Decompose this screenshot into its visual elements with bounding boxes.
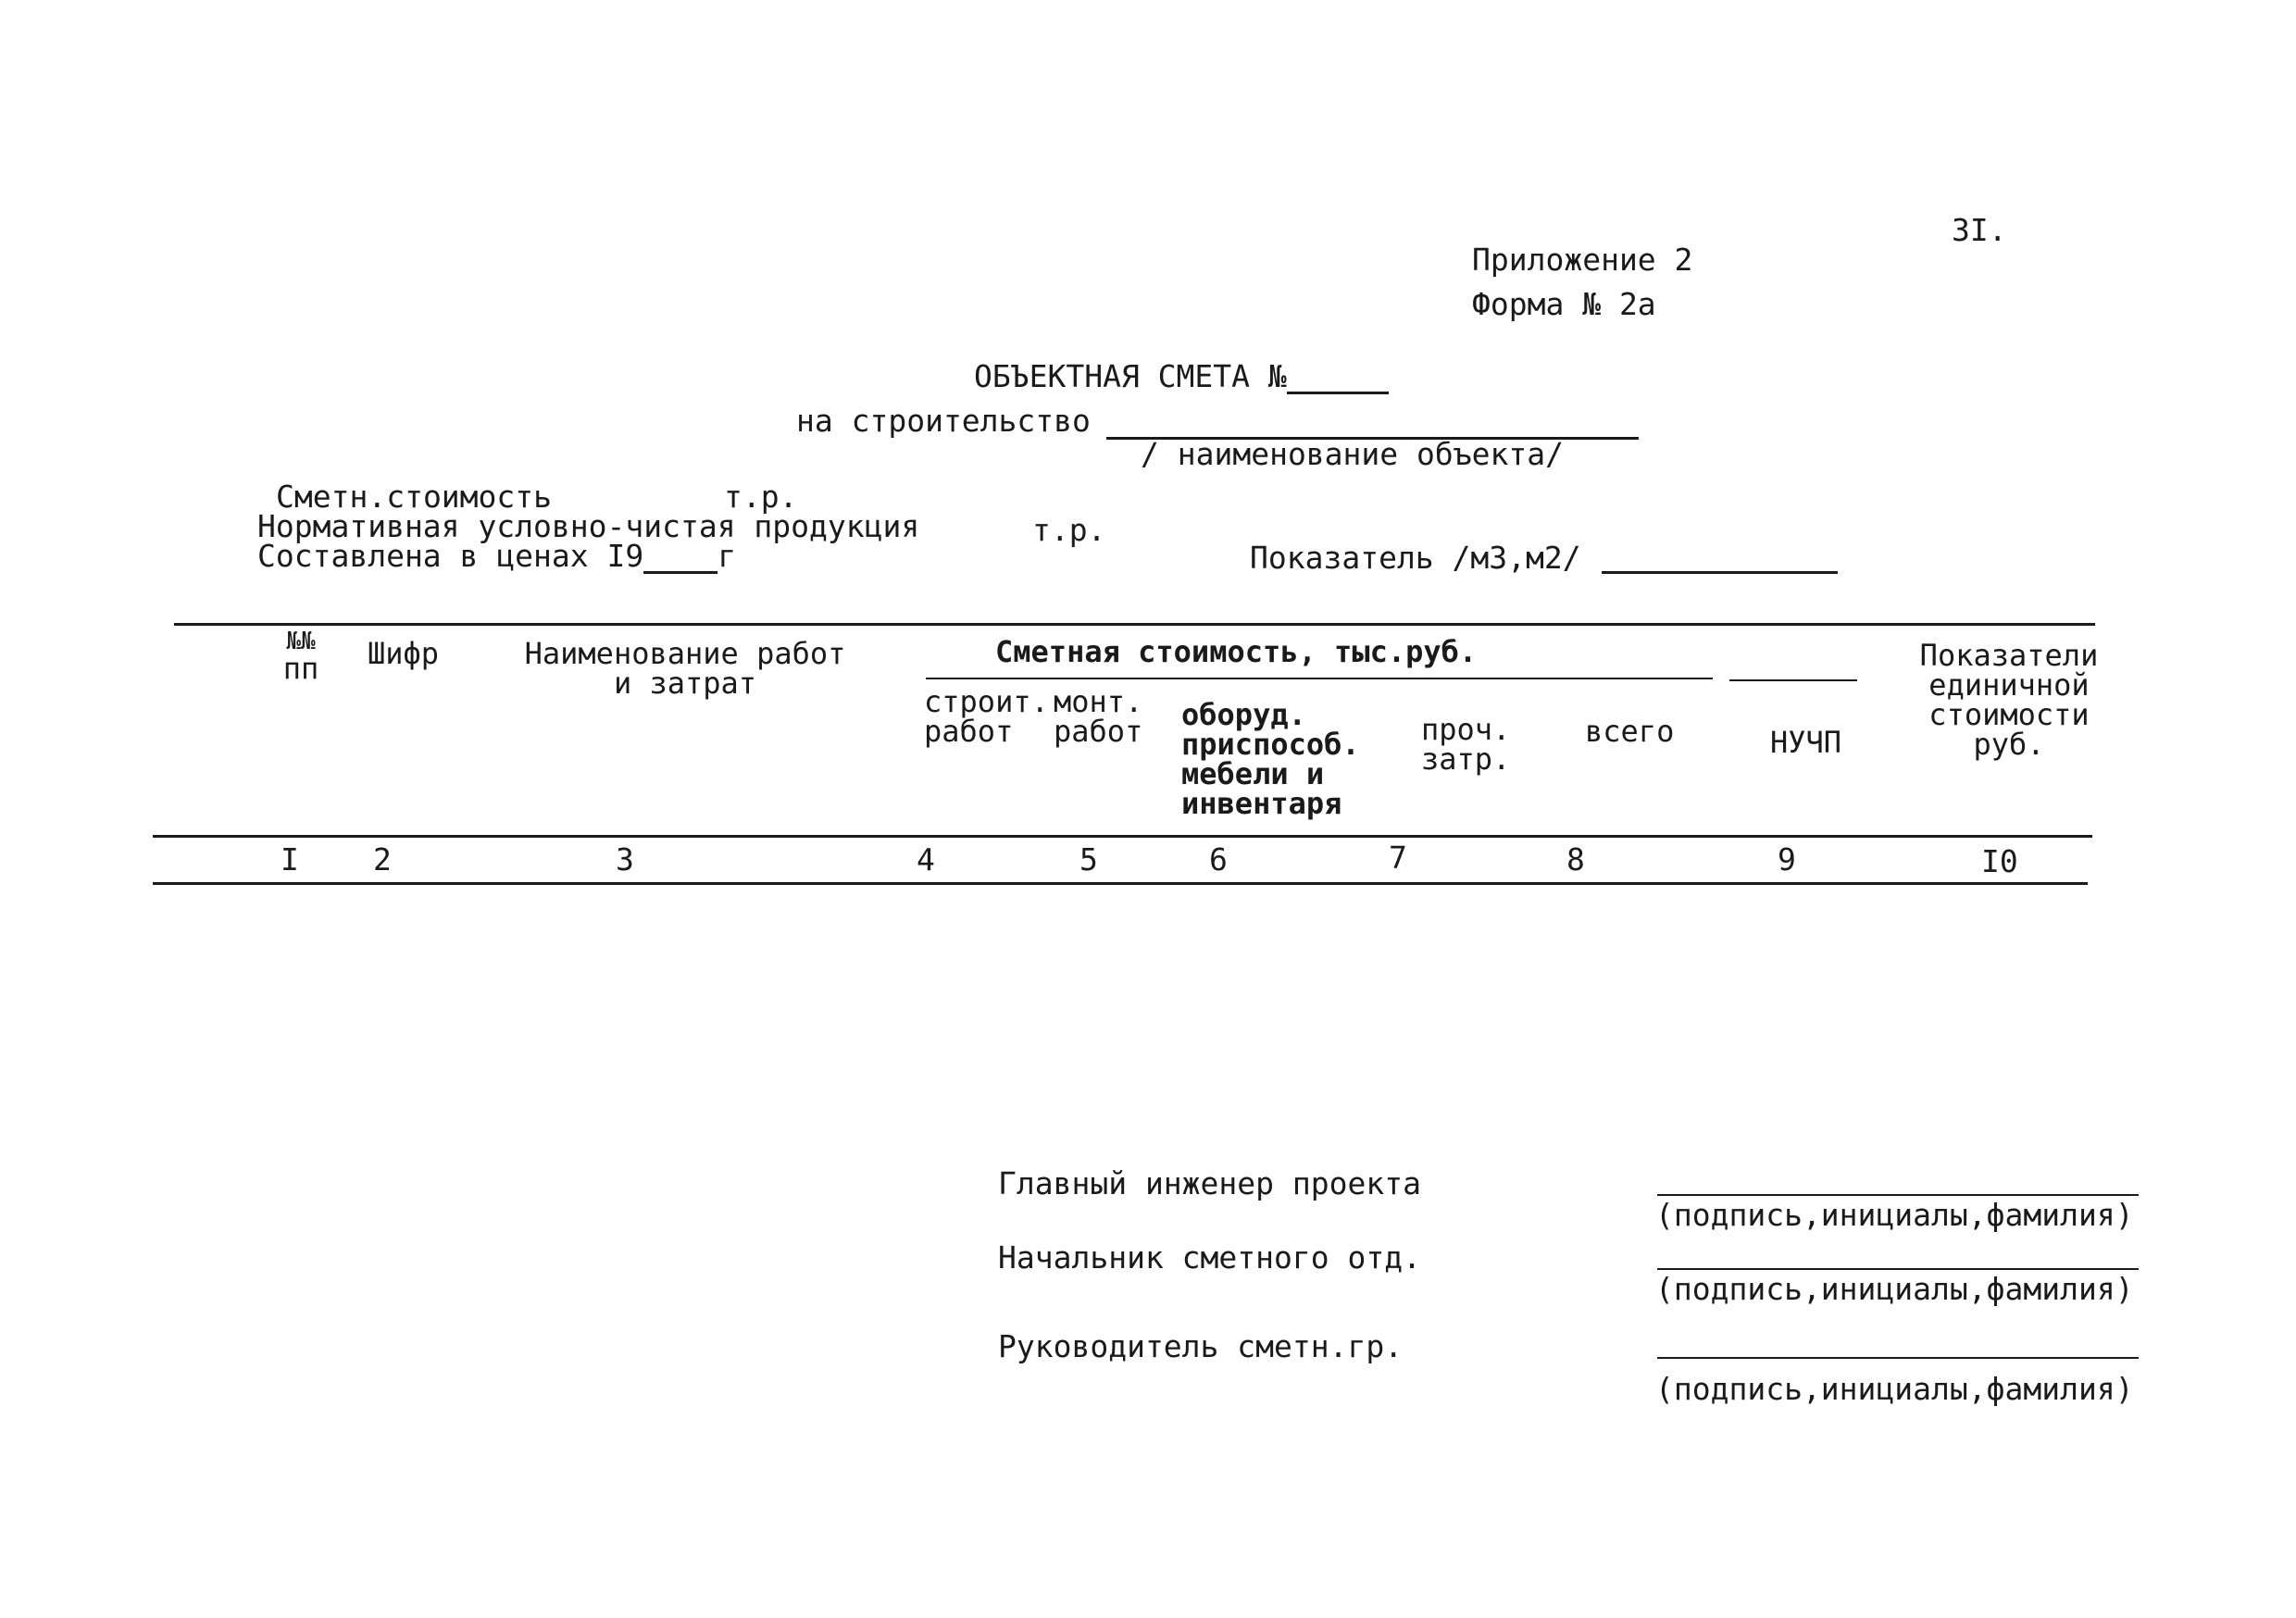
table-bottom-rule	[153, 882, 2088, 885]
col-name-line-2: и затрат	[613, 666, 757, 701]
indicator-label: Показатель /м3,м2/	[1250, 540, 1581, 576]
signature-line-estimate-head	[1657, 1268, 2139, 1270]
col-code-header: Шифр	[368, 636, 440, 671]
estimated-cost-unit: т.р.	[724, 479, 798, 515]
title-text: ОБЪЕКТНАЯ СМЕТА №	[974, 358, 1287, 394]
col-installation-line-1: монт.	[1054, 684, 1143, 719]
normative-unit: т.р.	[1032, 512, 1106, 548]
column-number-2: 2	[373, 841, 392, 877]
col-name-header	[514, 636, 856, 701]
col-num-line-1: №№	[286, 628, 316, 655]
column-number-5: 5	[1079, 841, 1098, 877]
col-equipment-line-2: приспособ.	[1181, 727, 1360, 762]
col-indicators-header	[1916, 638, 2102, 762]
indicator-line	[1602, 571, 1838, 574]
estimate-number-blank	[1287, 361, 1389, 394]
column-number-10: I0	[1981, 843, 2018, 879]
object-name-caption: / наименование объекта/	[1141, 436, 1564, 472]
col-other-line-2: затр.	[1421, 741, 1511, 777]
signature-caption-group-lead: (подпись,инициалы,фамилия)	[1655, 1371, 2134, 1407]
column-number-3: 3	[616, 841, 634, 877]
table-top-rule	[174, 623, 2095, 626]
col-equipment-line-3: мебели и	[1181, 756, 1325, 791]
normative-label: Нормативная условно-чистая продукция	[257, 508, 920, 544]
page-title	[974, 358, 1389, 394]
column-number-9: 9	[1778, 841, 1796, 877]
col-equipment-header	[1181, 697, 1360, 821]
signature-role-group-lead: Руководитель сметн.гр.	[998, 1328, 1404, 1364]
nuchp-header-rule	[1729, 679, 1857, 681]
signature-role-estimate-head: Начальник сметного отд.	[998, 1239, 1421, 1276]
page-number: 3I.	[1952, 212, 2007, 248]
col-equipment-line-1: оборуд.	[1181, 697, 1306, 732]
group-header-rule	[926, 678, 1713, 679]
column-number-7: 7	[1389, 840, 1407, 876]
col-installation-line-2: работ	[1054, 714, 1143, 749]
construction-label: на строительство	[796, 403, 1091, 439]
signature-caption-estimate-head: (подпись,инициалы,фамилия)	[1655, 1271, 2134, 1307]
col-num-line-2: пп	[282, 651, 319, 686]
col-indicators-line-2: единичной	[1928, 667, 2090, 703]
col-construction-line-1: строит.	[924, 684, 1049, 719]
col-indicators-line-3: стоимости	[1928, 697, 2090, 732]
col-name-line-1: Наименование работ	[524, 636, 846, 671]
column-number-4: 4	[917, 841, 935, 877]
col-nuchp-header: НУЧП	[1770, 725, 1842, 760]
column-number-1: I	[281, 841, 299, 877]
col-total-header: всего	[1585, 714, 1675, 749]
group-header: Сметная стоимость, тыс.руб.	[995, 634, 1478, 669]
signature-caption-chief-engineer: (подпись,инициалы,фамилия)	[1655, 1197, 2134, 1233]
col-equipment-line-4: инвентаря	[1181, 786, 1342, 821]
appendix-label: Приложение 2	[1472, 242, 1693, 278]
col-indicators-line-1: Показатели	[1919, 638, 2099, 673]
col-other-header	[1421, 712, 1511, 777]
signature-line-group-lead	[1657, 1357, 2139, 1359]
col-installation-header	[1054, 684, 1143, 749]
col-other-line-1: проч.	[1421, 712, 1511, 747]
signature-role-chief-engineer: Главный инженер проекта	[998, 1165, 1421, 1201]
signature-line-chief-engineer	[1657, 1194, 2139, 1196]
prices-label	[257, 538, 737, 574]
col-num-header	[268, 628, 333, 686]
header-bottom-rule	[153, 835, 2092, 838]
year-blank	[643, 541, 718, 574]
prices-suffix: г	[718, 538, 737, 574]
col-indicators-line-4: руб.	[1973, 727, 2045, 762]
form-label: Форма № 2а	[1472, 286, 1656, 322]
column-number-6: 6	[1209, 841, 1228, 877]
column-number-8: 8	[1566, 841, 1585, 877]
estimated-cost-label: Сметн.стоимость	[276, 479, 553, 515]
prices-text: Составлена в ценах I9	[257, 538, 644, 574]
col-construction-line-2: работ	[924, 714, 1014, 749]
col-construction-header	[924, 684, 1049, 749]
